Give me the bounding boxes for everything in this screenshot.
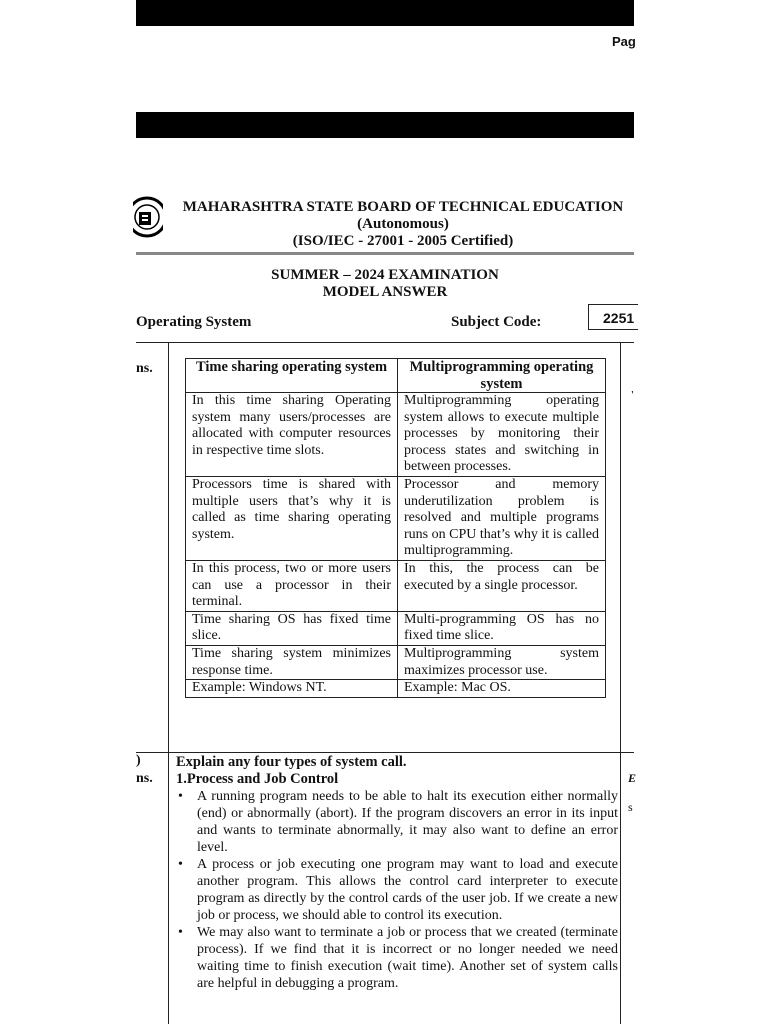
list-item-text: We may also want to terminate a job or process that we created (terminate process). If we find that it is incorrect or no longer needed we need waiting time to finish execution (wait time). Another set of system calls are helpful in debugging a program. (197, 925, 618, 991)
list-item (176, 924, 618, 992)
model-answer-title: MODEL ANSWER (322, 284, 448, 300)
comparison-table (185, 358, 606, 698)
right-margin-mark-e: E (628, 771, 637, 785)
table-row (186, 476, 606, 560)
answer-label-2: ns. (136, 771, 153, 786)
table-cell: In this process, two or more users can use a processor in their terminal. (186, 560, 398, 611)
table-row (186, 645, 606, 679)
bullet-icon: • (178, 925, 183, 940)
table-cell: Multi-programming OS has no fixed time slice. (398, 611, 606, 645)
board-name: MAHARASHTRA STATE BOARD OF TECHNICAL EDUCATION (182, 199, 624, 215)
question-title: Explain any four types of system call. (176, 754, 407, 770)
right-margin-tick: ' (631, 390, 634, 401)
grid-mid-line (136, 752, 634, 753)
table-row (186, 611, 606, 645)
table-cell: Multiprogramming system maximizes processor use. (398, 645, 606, 679)
right-margin-mark-s: s (628, 800, 633, 814)
subject-code-label: Subject Code: (451, 314, 542, 330)
question-2-block (176, 754, 618, 992)
column-header-time-sharing: Time sharing operating system (186, 359, 398, 393)
table-cell: Time sharing OS has fixed time slice. (186, 611, 398, 645)
grid-right-divider (620, 342, 621, 1024)
certification-label: (ISO/IEC - 27001 - 2005 Certified) (292, 233, 514, 249)
table-cell: Processors time is shared with multiple users that’s why it is called as time sharing operating system. (186, 476, 398, 560)
section-subheading: 1.Process and Job Control (176, 771, 339, 787)
top-black-bar (136, 0, 634, 26)
header-black-bar (136, 112, 634, 138)
table-cell: Processor and memory underutilization problem is resolved and multiple programs runs on CPU that’s why it is called multiprogramming. (398, 476, 606, 560)
grid-top-line (136, 342, 634, 343)
grid-left-divider (168, 342, 169, 1024)
list-item (176, 788, 618, 856)
exam-title: SUMMER – 2024 EXAMINATION (271, 267, 499, 283)
msbte-logo-icon (133, 195, 163, 239)
table-row (186, 393, 606, 477)
table-row (186, 680, 606, 698)
table-cell: Example: Windows NT. (186, 680, 398, 698)
bullet-list (176, 788, 618, 992)
page-number-label: Pag (612, 34, 636, 49)
table-cell: In this, the process can be executed by a single processor. (398, 560, 606, 611)
question-label: ) (136, 753, 141, 768)
header-rule (136, 252, 634, 255)
table-header-row (186, 359, 606, 393)
bullet-icon: • (178, 857, 183, 872)
table-row (186, 560, 606, 611)
subject-name: Operating System (136, 314, 252, 330)
table-cell: Example: Mac OS. (398, 680, 606, 698)
list-item (176, 856, 618, 924)
autonomous-label: (Autonomous) (357, 216, 449, 232)
table-cell: In this time sharing Operating system many users/processes are allocated with computer resources in respective time slots. (186, 393, 398, 477)
list-item-text: A process or job executing one program may want to load and execute another program. This allows the control card interpreter to execute program as directly by the control cards of the user job. If we create a new job or process, we should able to control its execution. (197, 857, 618, 923)
list-item-text: A running program needs to be able to halt its execution either normally (end) or abnormally (abort). If the program discovers an error in its input and wants to terminate abnormally, it may also want to define an error level. (197, 789, 618, 855)
column-header-multiprogramming: Multiprogramming operating system (398, 359, 606, 393)
bullet-icon: • (178, 789, 183, 804)
answer-label: ns. (136, 361, 153, 376)
table-cell: Time sharing system minimizes response time. (186, 645, 398, 679)
table-cell: Multiprogramming operating system allows to execute multiple processes by monitoring their process states and switching in between processes. (398, 393, 606, 477)
subject-code-box: 2251 (588, 304, 638, 330)
